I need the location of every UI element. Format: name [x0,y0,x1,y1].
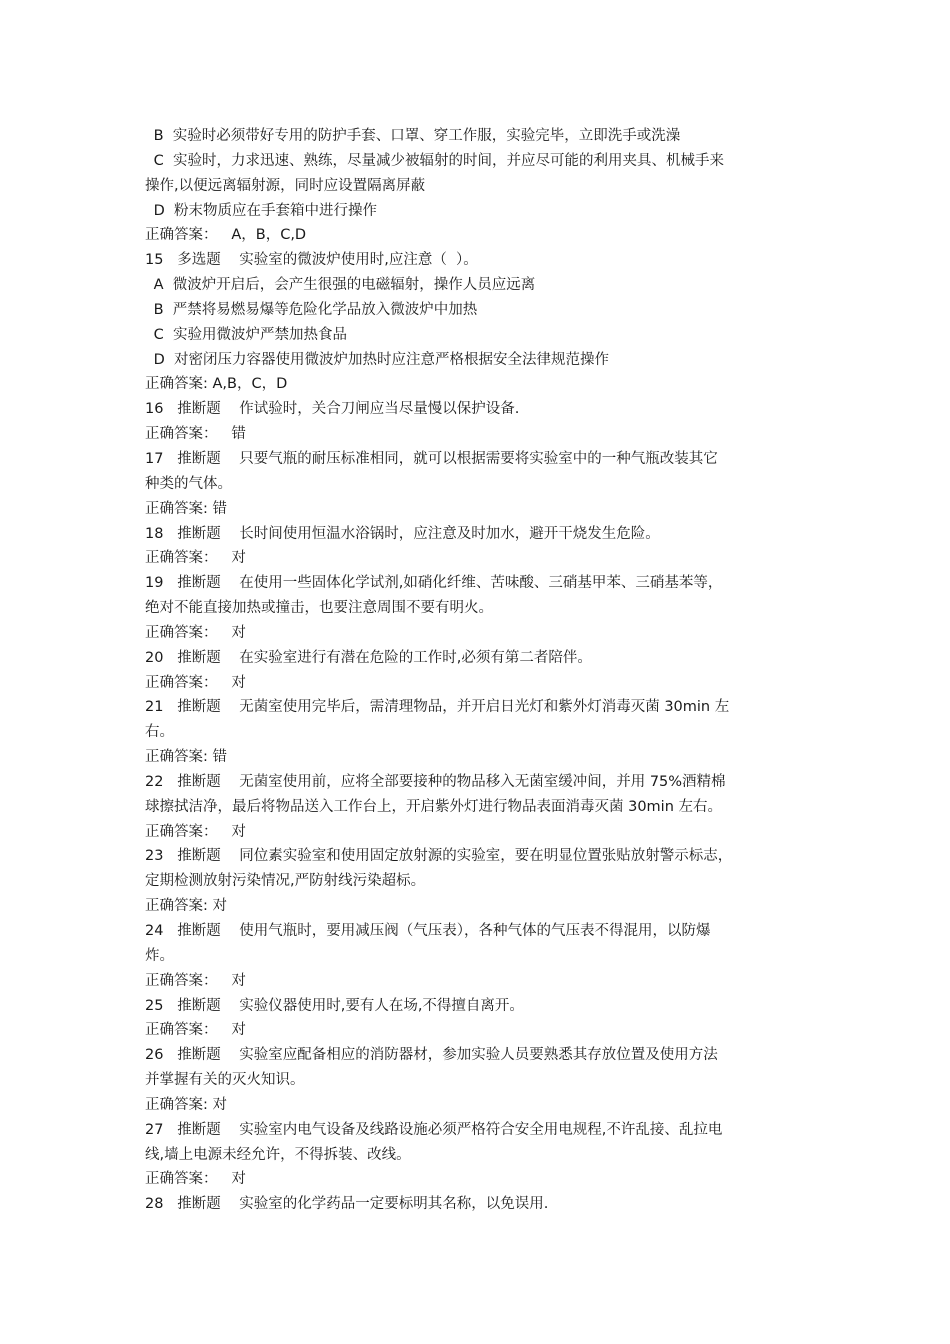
option-line: B 实验时必须带好专用的防护手套、口罩、穿工作服，实验完毕，立即洗手或洗澡 [149,128,681,144]
document-page [145,124,815,1217]
question-line: 18 推断题 长时间使用恒温水浴锅时，应注意及时加水，避开干烧发生危险。 [145,525,660,542]
text-line: 操作,以便远离辐射源，同时应设置隔离屏蔽 [145,177,426,194]
answer-line: 正确答案: A,B，C，D [145,376,288,393]
text-line: 并掌握有关的灭火知识。 [145,1072,305,1089]
answer-line: 正确答案： 对 [145,550,246,567]
question-line: 24 推断题 使用气瓶时，要用减压阀（气压表），各种气体的气压表不得混用，以防爆 [145,923,711,939]
option-line: C 实验时，力求迅速、熟练，尽量减少被辐射的时间，并应尽可能的利用夹具、机械手来 [149,152,724,169]
answer-line: 正确答案: 对 [145,898,227,915]
option-line: B 严禁将易燃易爆等危险化学品放入微波炉中加热 [149,301,478,318]
text-line: 球擦拭洁净，最后将物品送入工作台上，开启紫外灯进行物品表面消毒灭菌 30min 左右。 [145,798,723,815]
question-line: 20 推断题 在实验室进行有潜在危险的工作时,必须有第二者陪伴。 [145,649,592,666]
option-line: D 粉末物质应在手套箱中进行操作 [149,202,377,219]
answer-line: 正确答案： 对 [145,1022,246,1039]
answer-line: 正确答案： 对 [145,624,246,641]
question-line: 23 推断题 同位素实验室和使用固定放射源的实验室，要在明显位置张贴放射警示标志， [145,848,733,865]
question-line: 28 推断题 实验室的化学药品一定要标明其名称，以免误用. [145,1196,549,1213]
option-line: A 微波炉开启后，会产生很强的电磁辐射，操作人员应远离 [149,277,536,294]
option-line: D 对密闭压力容器使用微波炉加热时应注意严格根据安全法律规范操作 [149,351,609,368]
text-line: 线,墙上电源未经允许，不得拆装、改线。 [145,1146,411,1163]
question-line: 15 多选题 实验室的微波炉使用时,应注意（ ）。 [145,252,478,269]
answer-line: 正确答案： 错 [145,426,246,443]
question-line: 17 推断题 只要气瓶的耐压标准相同，就可以根据需要将实验室中的一种气瓶改装其它 [145,450,718,467]
question-line: 19 推断题 在使用一些固体化学试剂,如硝化纤维、苦味酸、三硝基甲苯、三硝基苯等， [145,575,723,592]
answer-line: 正确答案： A，B，C,D [145,227,307,244]
text-line: 定期检测放射污染情况,严防射线污染超标。 [145,873,426,890]
question-line: 26 推断题 实验室应配备相应的消防器材，参加实验人员要熟悉其存放位置及使用方法 [145,1047,718,1064]
text-line: 种类的气体。 [145,475,232,492]
answer-line: 正确答案： 对 [145,823,246,840]
option-line: C 实验用微波炉严禁加热食品 [149,326,347,343]
answer-line: 正确答案: 对 [145,1096,227,1113]
question-line: 25 推断题 实验仪器使用时,要有人在场,不得擅自离开。 [145,997,524,1014]
text-line: 炸。 [145,947,174,964]
question-line: 21 推断题 无菌室使用完毕后，需清理物品，并开启日光灯和紫外灯消毒灭菌 30min 左 [145,699,730,716]
answer-line: 正确答案： 对 [145,972,246,989]
answer-line: 正确答案： 对 [145,674,246,691]
text-line: 右。 [145,724,174,741]
answer-line: 正确答案: 错 [145,749,227,766]
question-line: 16 推断题 作试验时，关合刀闸应当尽量慢以保护设备. [145,401,520,418]
question-line: 22 推断题 无菌室使用前，应将全部要接种的物品移入无菌室缓冲间，并用 75%酒精棉 [145,773,726,790]
text-line: 绝对不能直接加热或撞击，也要注意周围不要有明火。 [145,600,493,617]
answer-line: 正确答案： 对 [145,1171,246,1188]
answer-line: 正确答案: 错 [145,500,227,517]
question-line: 27 推断题 实验室内电气设备及线路设施必须严格符合安全用电规程,不许乱接、乱拉电 [145,1121,723,1138]
